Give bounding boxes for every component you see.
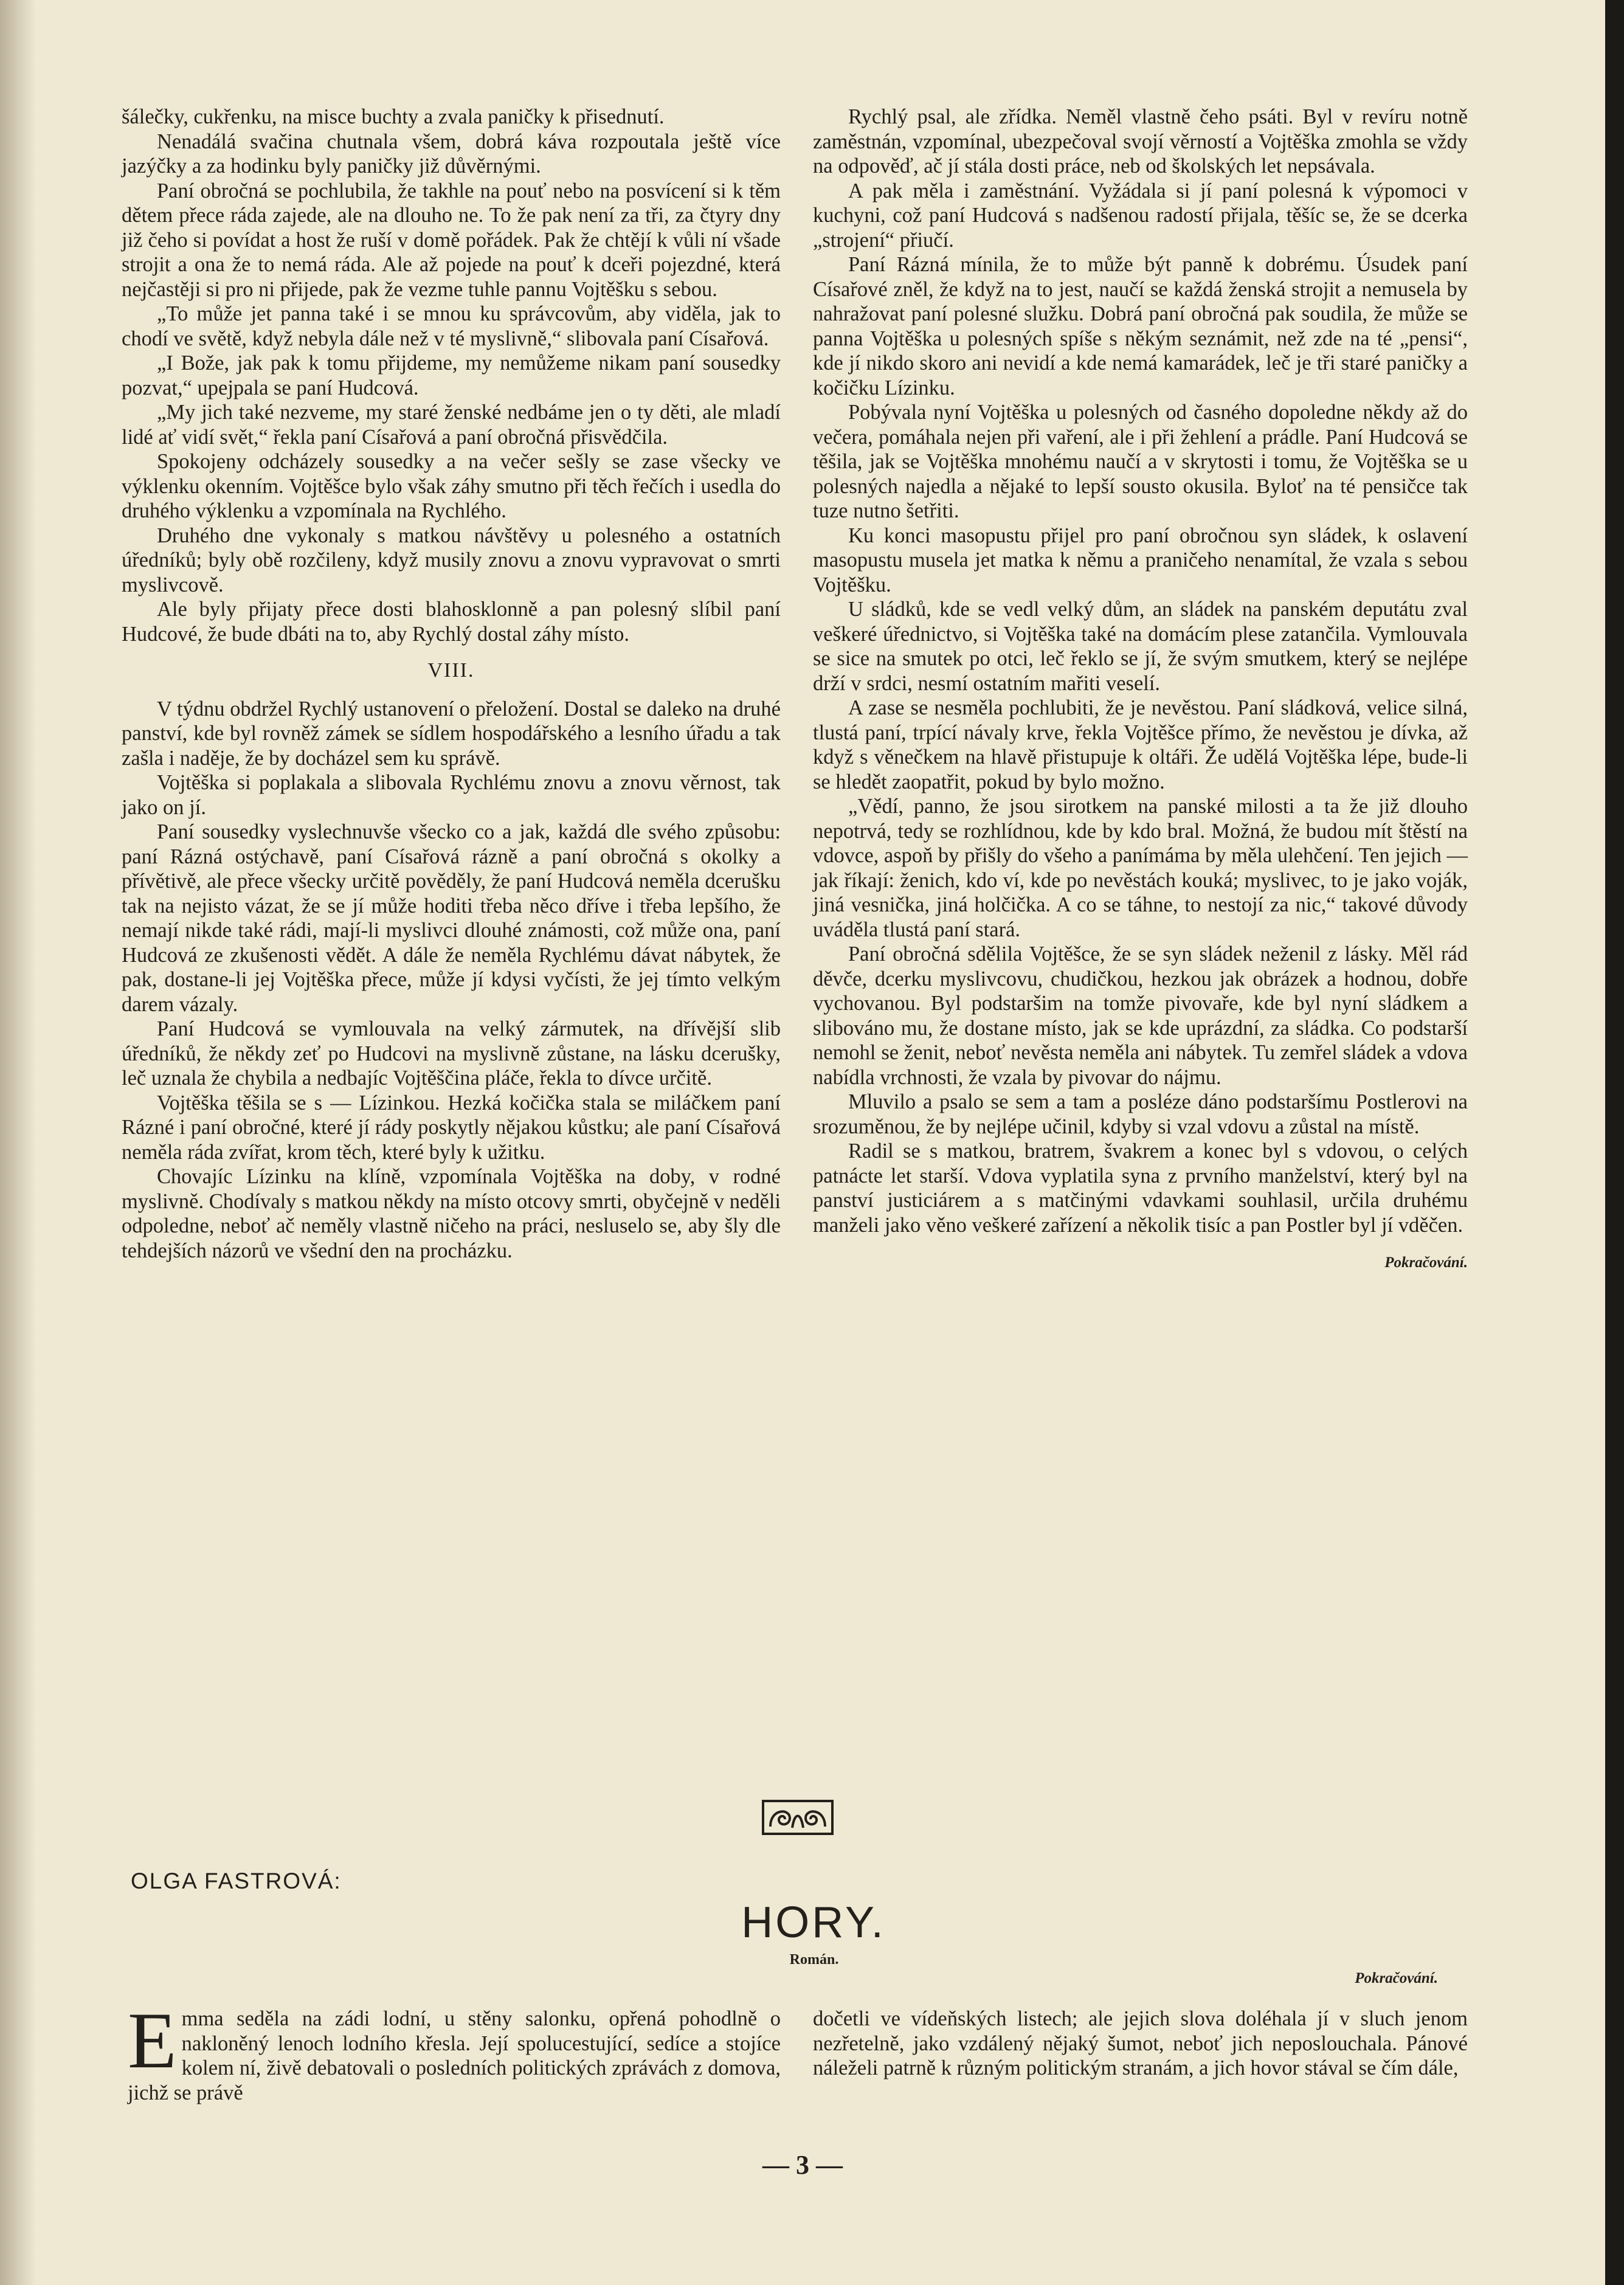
paragraph: Chovajíc Lízinku na klíně, vzpomínala Vojtěška na doby, v rodné myslivně. Chodívaly s matkou někdy na místo otcovy smrti, obyčejně v neděli odpoledne, neboť ač neměly vlastně ničeho na práci, nesluselo se, aby šly dle tehdejších názorů ve všední den na procházku. (122, 1165, 781, 1262)
paragraph: Paní obročná se pochlubila, že takhle na pouť nebo na posvícení si k těm dětem přece ráda zajede, ale na dlouho ne. To že pak není za tři, za čtyry dny již čeho si povídat a host že ruší v domě pořádek. Pak že chtějí k vůli ní všade strojit a ona že to nemá ráda. Ale až pojede na pouť k dceři pojezdné, která nejčastěji si pro ni přijede, pak že vezme tuhle pannu Vojtěšku s sebou. (122, 179, 781, 301)
paragraph: Spokojeny odcházely sousedky a na večer sešly se zase všecky ve výklenku okenním. Vojtěšce bylo však záhy smutno při těch řečích i usedla do druhého výklenku a vzpomínala na Rychlého. (122, 450, 781, 522)
page-edge-shadow (0, 0, 36, 2285)
paragraph: Paní obročná sdělila Vojtěšce, že se syn sládek neženil z lásky. Měl rád děvče, dcerku myslivcovu, chudičkou, hezkou jak obrázek a hodnou, dobře vychovanou. Byl podstaršim na tomže pivovaře, kde byl nyní sládkem a slibováno mu, že dostane místo, jak se kde uprázdní, za sládka. Co podstarší nemohl se ženit, neboť nevěsta neměla ani nábytek. Tu zemřel sládek a vdova nabídla vrchnosti, že vzala by pivovar do nájmu. (813, 942, 1468, 1089)
paragraph: „I Bože, jak pak k tomu přijdeme, my nemůžeme nikam paní sousedky pozvat,“ upejpala se paní Hudcová. (122, 351, 781, 399)
paragraph: Druhého dne vykonaly s matkou návštěvy u polesného a ostatních úředníků; byly obě rozčileny, když musily znovu a znovu vypravovat o smrti myslivcově. (122, 524, 781, 596)
novel-paragraph: mma seděla na zádi lodní, u stěny salonku, opřená pohodlně o nakloněný lenoch lodního křesla. Její spolucestující, sedíce a stojíce kolem ní, živě debatovali o posledních politických zprávách z domova, jichž se právě (128, 2007, 781, 2104)
novel-author: OLGA FASTROVÁ: (131, 1868, 342, 1893)
novel-text-left (128, 1996, 781, 2105)
flourish-ornament-icon (762, 1800, 834, 1835)
right-text-column (813, 105, 1468, 1276)
paragraph: Ale byly přijaty přece dosti blahosklonně a pan polesný slíbil paní Hudcové, že bude dbáti na to, aby Rychlý dostal záhy místo. (122, 598, 781, 646)
paragraph: šálečky, cukřenku, na misce buchty a zvala paničky k přisednutí. (122, 105, 665, 128)
paragraph: Mluvilo a psalo se sem a tam a posléze dáno podstaršímu Postlerovi na srozuměnou, že by nejlépe učinil, kdyby si vzal vdovu a zůstal na místě. (813, 1090, 1468, 1138)
paragraph: Ku konci masopustu přijel pro paní obročnou syn sládek, k oslavení masopustu musela jet matka k němu a praničeho nenamítal, že vzala s sebou Vojtěšku. (813, 524, 1468, 596)
paragraph: U sládků, kde se vedl velký dům, an sládek na panském deputátu zval veškeré úřednictvo, si Vojtěška také na domácím plese zatančila. Vymlouvala se sice na smutek po otci, leč řeklo se jí, že svým smutkem, který se nejlépe drží v srdci, nesmí ostatním mařiti veselí. (813, 598, 1468, 695)
drop-cap: E (128, 1996, 177, 2085)
chapter-heading: VIII. (427, 659, 475, 682)
novel-title: HORY. (741, 1898, 886, 1947)
paragraph: Vojtěška si poplakala a slibovala Rychlému znovu a znovu věrnost, tak jako on jí. (122, 771, 781, 819)
novel-subtitle: Román. (789, 1952, 839, 1968)
paragraph: „To může jet panna také i se mnou ku správcovům, aby viděla, jak to chodí ve světě, když nebyla dále než v té myslivně,“ slibovala paní Císařová. (122, 302, 781, 350)
paragraph: Paní Hudcová se vymlouvala na velký zármutek, na dřívější slib úředníků, že někdy zeť po Hudcovi na myslivně zůstane, na lásku dcerušky, leč uznala že chybila a nedbajíc Vojtěščina pláče, řekla to dívce určitě. (122, 1017, 781, 1090)
paragraph: Paní Rázná mínila, že to může být panně k dobrému. Úsudek paní Císařové zněl, že když na to jest, naučí se každá ženská strojit a nemusela by nahražovat paní polesné služku. Dobrá paní obročná pak soudila, že může se panna Vojtěška u polesných spíše s někým seznámit, než zde na té „pensi“, kde jí nikdo skoro ani nevidí a kde nemá kamarádek, leč je tři staré paničky a kočičku Lízinku. (813, 253, 1468, 399)
paragraph: Pobývala nyní Vojtěška u polesných od časného dopoledne někdy až do večera, pomáhala nejen při vaření, ale i při žehlení a prádle. Paní Hudcová se těšila, jak se Vojtěška mnohému naučí a v skrytosti i tomu, že Vojtěška se u polesných najedla a nějaké to lepší sousto okusila. Byloť na té pensičce tak tuze nutno šetřiti. (813, 401, 1468, 522)
continued-note: Pokračování. (1384, 1254, 1468, 1271)
paragraph: Radil se s matkou, bratrem, švakrem a konec byl s vdovou, o celých patnácte let starší. Vdova vyplatila syna z prvního manželství, který byl na panství justiciárem a s matčinými vdavkami souhlasil, určila druhému manželi jako věno veškeré zařízení a několik tisíc a pan Postler byl jí vděčen. (813, 1139, 1468, 1237)
novel-text-right: dočetli ve vídeňských listech; ale jejich slova doléhala jí v sluch jenom nezřetelně, jako vzdálený nějaký šumot, neboť jich neposlouchala. Pánové náleželi patrně k různým politickým stranám, a jich hovor stával se čím dále, (813, 2007, 1468, 2079)
paragraph: V týdnu obdržel Rychlý ustanovení o přeložení. Dostal se daleko na druhé panství, kde byl rovněž zámek se sídlem hospodářského a lesního úřadu a tak zašla i naděje, že by docházel sem ku správě. (122, 697, 781, 770)
paragraph: Vojtěška těšila se s — Lízinkou. Hezká kočička stala se miláčkem paní Rázné i paní obročné, které jí rády poskytly nějakou kůstku; ale paní Císařová neměla ráda zvířat, krom těch, které byly k užitku. (122, 1091, 781, 1164)
continued-note: Pokračování. (1355, 1970, 1438, 1986)
paragraph: Nenadálá svačina chutnala všem, dobrá káva rozpoutala ještě více jazýčky a za hodinku byly paničky již důvěrnými. (122, 130, 781, 178)
paragraph: Paní sousedky vyslechnuvše všecko co a jak, každá dle svého způsobu: paní Rázná ostýchavě, paní Císařová rázně a paní obročná s okolky a přívětivě, ale přece všecky určitě pověděly, že paní Hudcová neměla dcerušku tak na nejisto vázat, že se jí může hoditi třeba něco dříve i třeba lepšího, že nemají nikde také rádi, mají-li myslivci dlouhé známosti, což může ona, paní Hudcová ze zkušenosti vědět. A dále že neměla Rychlému dávat nábytek, že pak, dostane-li jej Vojtěška přece, může jí kdysi vyčísti, že jej tímto velkým darem vázaly. (122, 820, 781, 1016)
page-number: — 3 — (762, 2150, 843, 2180)
paragraph: A zase se nesměla pochlubiti, že je nevěstou. Paní sládková, velice silná, tlustá paní, trpící návaly krve, řekla Vojtěšce přímo, že nevěstou je dívka, až když s věnečkem na hlavě přistupuje k oltáři. Že udělá Vojtěška lépe, bude-li se hledět zaopatřit, pokud by bylo možno. (813, 696, 1468, 793)
left-text-column (122, 105, 781, 1263)
paragraph: „Vědí, panno, že jsou sirotkem na panské milosti a ta že již dlouho nepotrvá, tedy se rozhlídnou, kde by kdo bral. Možná, že budou mít štěstí na vdovce, aspoň by přišly do všeho a panímáma by měla ulehčení. Ten jejich — jak říkají: ženich, kdo ví, kde po nevěstách kouká; myslivec, to je jako voják, jiná vesnička, jiná holčička. A co se táhne, to nestojí za nic,“ takové důvody uváděla tlustá paní stará. (813, 795, 1468, 941)
paragraph: Rychlý psal, ale zřídka. Neměl vlastně čeho psáti. Byl v revíru notně zaměstnán, vzpomínal, ubezpečoval svojí věrností a Vojtěška zmohla se vždy na odpověď, ač jí stála dosti práce, neb od školských let nepsávala. (813, 105, 1468, 178)
paragraph: „My jich také nezveme, my staré ženské nedbáme jen o ty děti, ale mladí lidé ať vidí svět,“ řekla paní Císařová a paní obročná přisvědčila. (122, 401, 781, 449)
paragraph: A pak měla i zaměstnání. Vyžádala si jí paní polesná k výpomoci v kuchyni, což paní Hudcová s nadšenou radostí přijala, těšíc se, že se dcerka „strojení“ přiučí. (813, 179, 1468, 252)
